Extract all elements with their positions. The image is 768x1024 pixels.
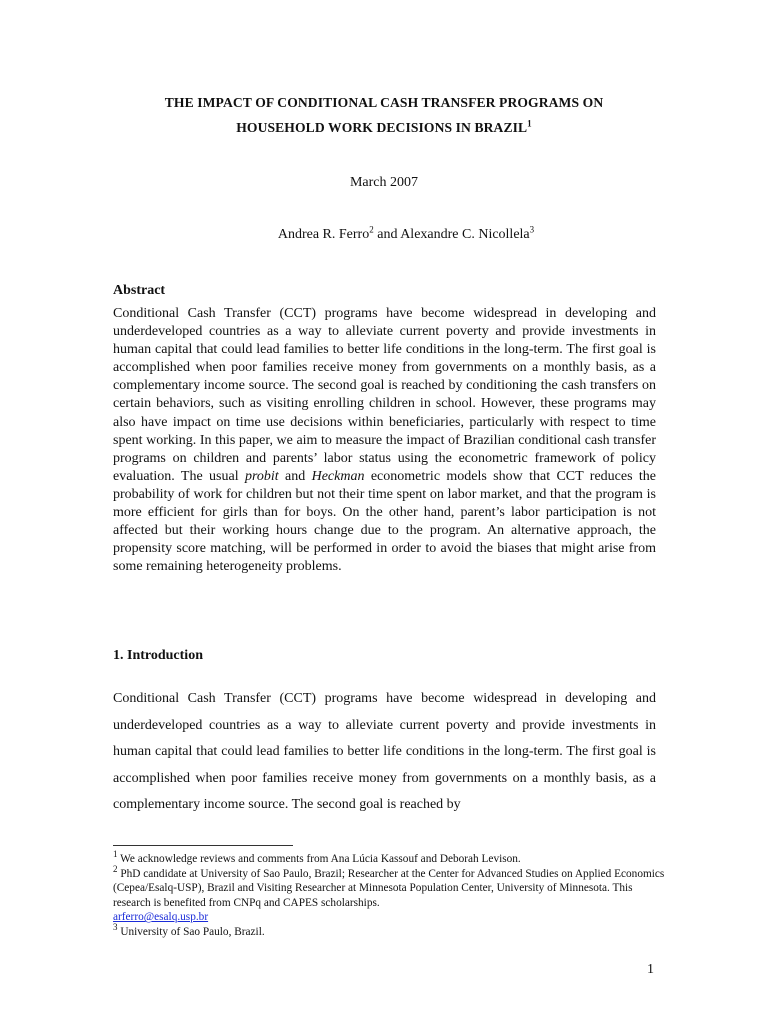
paper-title-line-2: HOUSEHOLD WORK DECISIONS IN BRAZIL$^1$ bbox=[236, 118, 532, 135]
footnote-3: $^3$ University of Sao Paulo, Brazil. bbox=[113, 922, 265, 938]
introduction-heading: 1. Introduction bbox=[113, 648, 203, 663]
publication-date: March 2007 bbox=[349, 175, 419, 190]
paper-title-line-1: THE IMPACT OF CONDITIONAL CASH TRANSFER PROGRAMS ON bbox=[164, 95, 604, 110]
author-ferro: Andrea R. Ferro bbox=[277, 227, 370, 242]
author-email-link[interactable]: arferro@esalq.usp.br bbox=[113, 911, 209, 924]
author-ferro-footnote-marker: 2 bbox=[369, 224, 374, 235]
abstract-italic-probit: probit bbox=[244, 468, 279, 484]
footnotes bbox=[113, 849, 673, 940]
abstract-heading: Abstract bbox=[113, 283, 166, 298]
abstract-text: Conditional Cash Transfer (CCT) programs have become widespread in developing and underdeveloped countries as a way to alleviate current poverty and provide investments in human capital that could lead families to better life conditions in the long-term. The first goal is accomplished when poor families receive money from governments on a monthly basis, as a complementary income source. The second goal is reached by conditioning the cash transfers on certain behaviors, such as visiting enrolling children in school. However, these programs may also have impact on time use decisions within beneficiaries, particularly with respect to time spent working. In this paper, we aim to measure the impact of Brazilian conditional cash transfer programs on children and parents’ labor status using the econometric framework of policy evaluation. The usual probit and Heckman econometric models show that CCT reduces the probability of work for children but not their time spent on labor market, and that the program is more efficient for girls than for boys. On the other hand, parent’s labor participation is not affected but their working hours change due to the program. An alternative approach, the propensity score matching, will be performed in order to avoid the biases that might arise from some remaining heterogeneity problems. bbox=[113, 306, 657, 575]
page-number: 1 bbox=[647, 962, 654, 977]
author-nicollela-footnote-marker: 3 bbox=[529, 224, 535, 235]
author-nicollela: Alexandre C. Nicollela bbox=[400, 227, 530, 242]
author-line bbox=[0, 224, 768, 243]
title-footnote-marker: 1 bbox=[527, 118, 532, 129]
author-conjunction: and bbox=[373, 227, 401, 242]
footnote-separator bbox=[113, 845, 293, 846]
footnote-1: $^1$ We acknowledge reviews and comments from Ana Lúcia Kassouf and Deborah Levison. bbox=[113, 849, 521, 865]
abstract-italic-heckman: Heckman bbox=[311, 468, 365, 484]
footnote-2: $^2$ PhD candidate at University of Sao Paulo, Brazil; Researcher at the Center for Advanced Studies on Applied Economics (Cepea/Esalq-USP), Brazil and Visiting Researcher at Minnesota Population Center, University of Minnesota. This research is benefited from CNPq and CAPES scholarships. arferro@esalq.usp.br bbox=[113, 863, 665, 924]
introduction-text: Conditional Cash Transfer (CCT) programs have become widespread in developing and underdeveloped countries as a way to alleviate current poverty and provide investments in human capital that could lead families to better life conditions in the long-term. The first goal is accomplished when poor families receive money from governments on a monthly basis, as a complementary income source. The second goal is reached by bbox=[113, 691, 656, 812]
